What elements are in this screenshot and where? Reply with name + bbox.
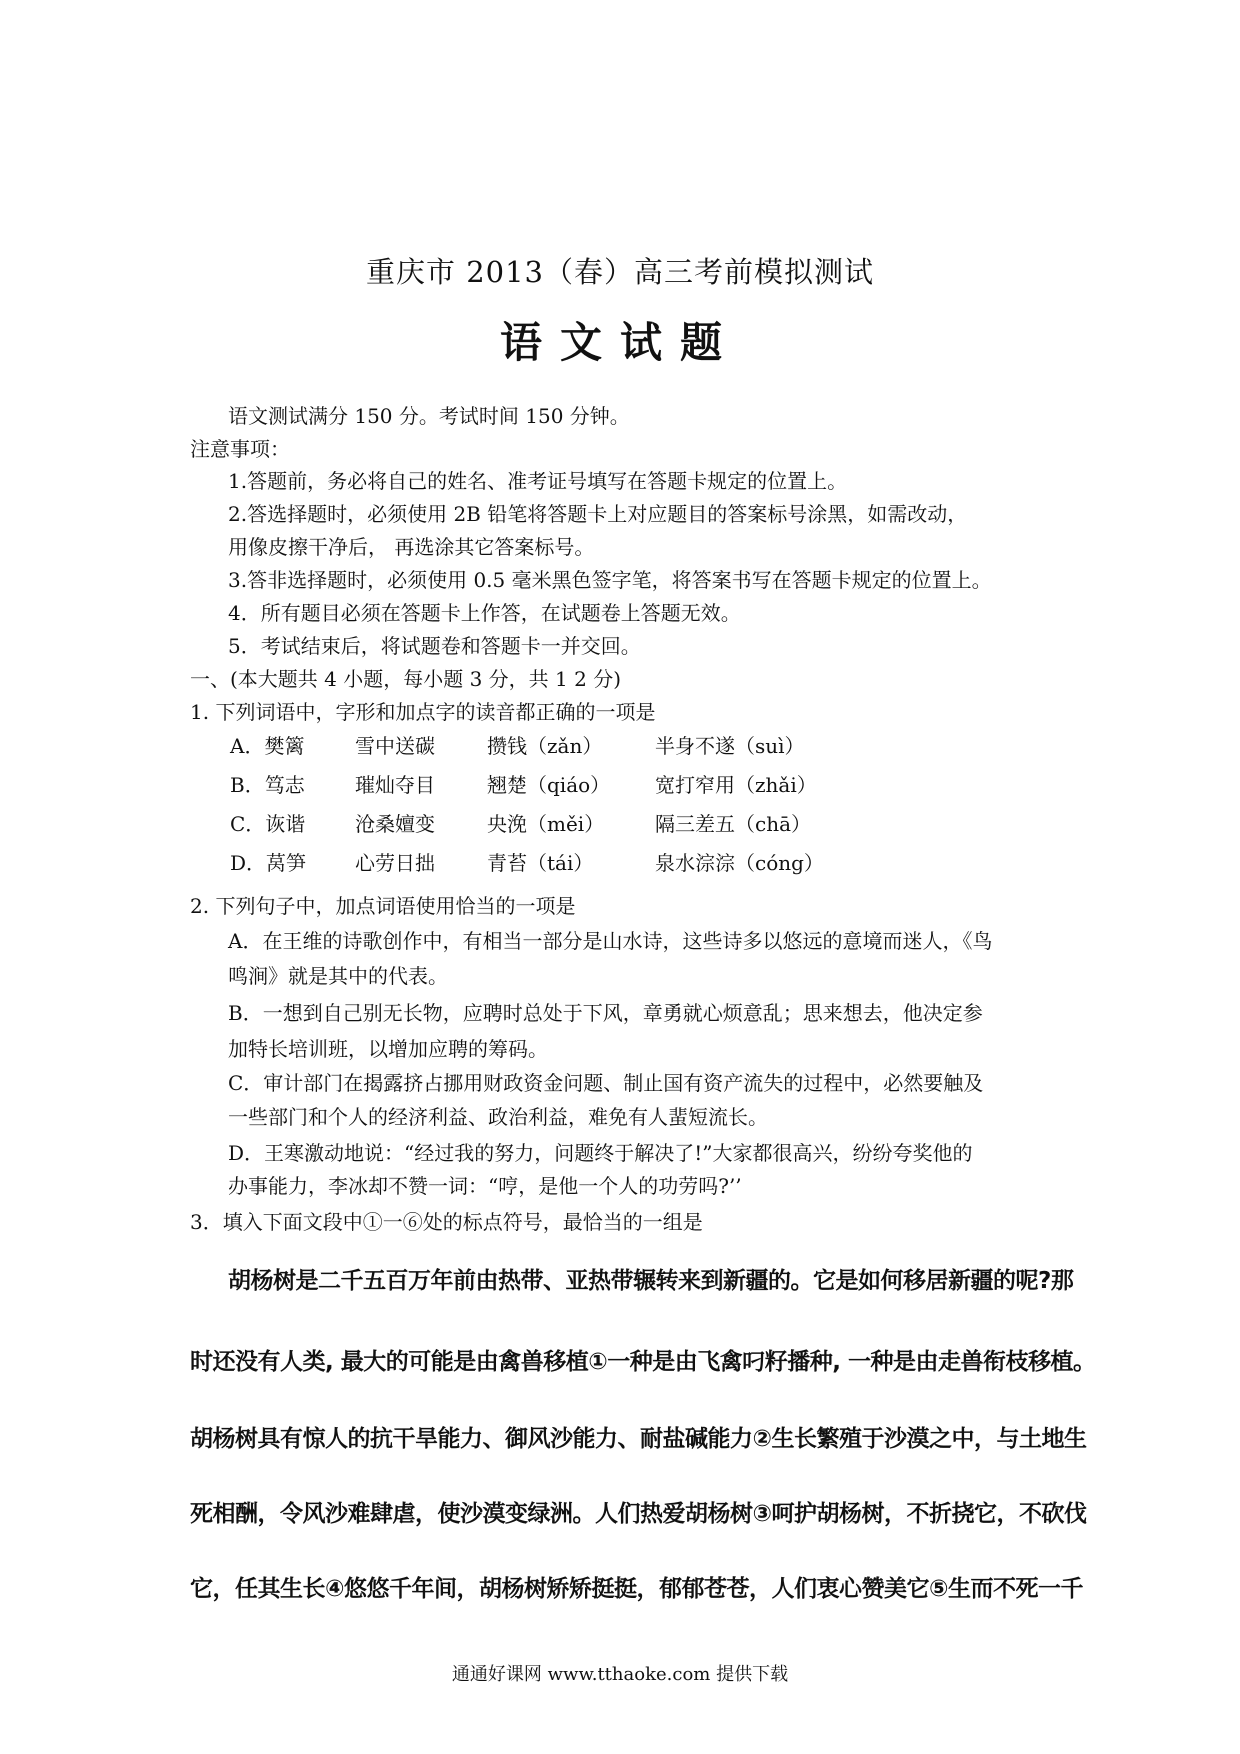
option-cell: 攒钱（zǎn） [487, 734, 603, 758]
passage-line: 胡杨树是二千五百万年前由热带、亚热带辗转来到新疆的。它是如何移居新疆的呢?那 [228, 1268, 1074, 1294]
option-cell: 翘楚（qiáo） [487, 773, 611, 797]
note-item: 4．所有题目必须在答题卡上作答，在试题卷上答题无效。 [228, 601, 741, 625]
q2-line: 一些部门和个人的经济利益、政治利益，难免有人蜚短流长。 [228, 1105, 768, 1129]
question-1-stem: 1. 下列词语中，字形和加点字的读音都正确的一项是 [190, 700, 656, 724]
q2-line: A．在王维的诗歌创作中，有相当一部分是山水诗，这些诗多以悠远的意境而迷人，《鸟 [228, 929, 993, 953]
passage-line: 它，任其生长④悠悠千年间，胡杨树矫矫挺挺，郁郁苍苍，人们衷心赞美它⑤生而不死一千 [190, 1576, 1083, 1602]
option-cell: A．樊篱 [230, 734, 305, 758]
note-item: 3.答非选择题时，必须使用 0.5 毫米黑色签字笔，将答案书写在答题卡规定的位置上。 [228, 568, 992, 592]
option-cell: 半身不遂（suì） [655, 734, 805, 758]
option-cell: 泉水淙淙（cóng） [655, 851, 824, 875]
score-line: 语文测试满分 150 分。考试时间 150 分钟。 [228, 404, 630, 428]
option-cell: 心劳日拙 [355, 851, 435, 875]
option-cell: C．诙谐 [230, 812, 306, 836]
question-3-stem: 3．填入下面文段中①一⑥处的标点符号，最恰当的一组是 [190, 1210, 703, 1234]
section-heading: 一、(本大题共 4 小题，每小题 3 分，共 1 2 分) [190, 667, 622, 691]
note-item: 5．考试结束后，将试题卷和答题卡一并交回。 [228, 634, 641, 658]
q2-line: 加特长培训班，以增加应聘的筹码。 [228, 1037, 548, 1061]
passage-line: 死相酬，令风沙难肆虐，使沙漠变绿洲。人们热爱胡杨树③呵护胡杨树，不折挠它，不砍伐 [190, 1501, 1087, 1527]
option-cell: D．莴笋 [230, 851, 307, 875]
option-cell: 宽打窄用（zhǎi） [655, 773, 817, 797]
exam-subtitle: 重庆市 2013（春）高三考前模拟测试 [365, 255, 875, 289]
q2-line: B．一想到自己别无长物，应聘时总处于下风，章勇就心烦意乱；思来想去，他决定参 [228, 1001, 983, 1025]
footer-credit: 通通好课网 www.tthaoke.com 提供下载 [451, 1664, 789, 1685]
option-cell: 沧桑嬗变 [355, 812, 435, 836]
passage-line: 时还没有人类, 最大的可能是由禽兽移植①一种是由飞禽叼籽播种, 一种是由走兽衔枝移植。 [190, 1349, 1096, 1375]
option-cell: 央浼（měi） [487, 812, 605, 836]
q2-line: D．王寒激动地说：“经过我的努力，问题终于解决了!”大家都很高兴，纷纷夸奖他的 [228, 1141, 973, 1165]
note-item: 2.答选择题时，必须使用 2B 铅笔将答题卡上对应题目的答案标号涂黑，如需改动， [228, 502, 968, 526]
note-item: 用像皮擦干净后， 再选涂其它答案标号。 [228, 535, 595, 559]
exam-title: 语文试题 [499, 318, 740, 367]
option-cell: 隔三差五（chā） [655, 812, 812, 836]
notes-heading: 注意事项： [190, 437, 290, 461]
q2-line: 鸣涧》就是其中的代表。 [228, 964, 448, 988]
passage-line: 胡杨树具有惊人的抗干旱能力、御风沙能力、耐盐碱能力②生长繁殖于沙漠之中，与土地生 [190, 1426, 1087, 1452]
option-cell: 璀灿夺目 [355, 773, 435, 797]
option-cell: 雪中送碳 [355, 734, 435, 758]
q2-line: C．审计部门在揭露挤占挪用财政资金问题、制止国有资产流失的过程中，必然要触及 [228, 1071, 984, 1095]
option-cell: B．笃志 [230, 773, 305, 797]
q2-line: 办事能力，李冰却不赞一词：“哼，是他一个人的功劳吗?’’ [228, 1174, 742, 1198]
question-2-stem: 2. 下列句子中，加点词语使用恰当的一项是 [190, 894, 576, 918]
note-item: 1.答题前，务必将自己的姓名、准考证号填写在答题卡规定的位置上。 [228, 469, 848, 493]
option-cell: 青苔（tái） [487, 851, 594, 875]
